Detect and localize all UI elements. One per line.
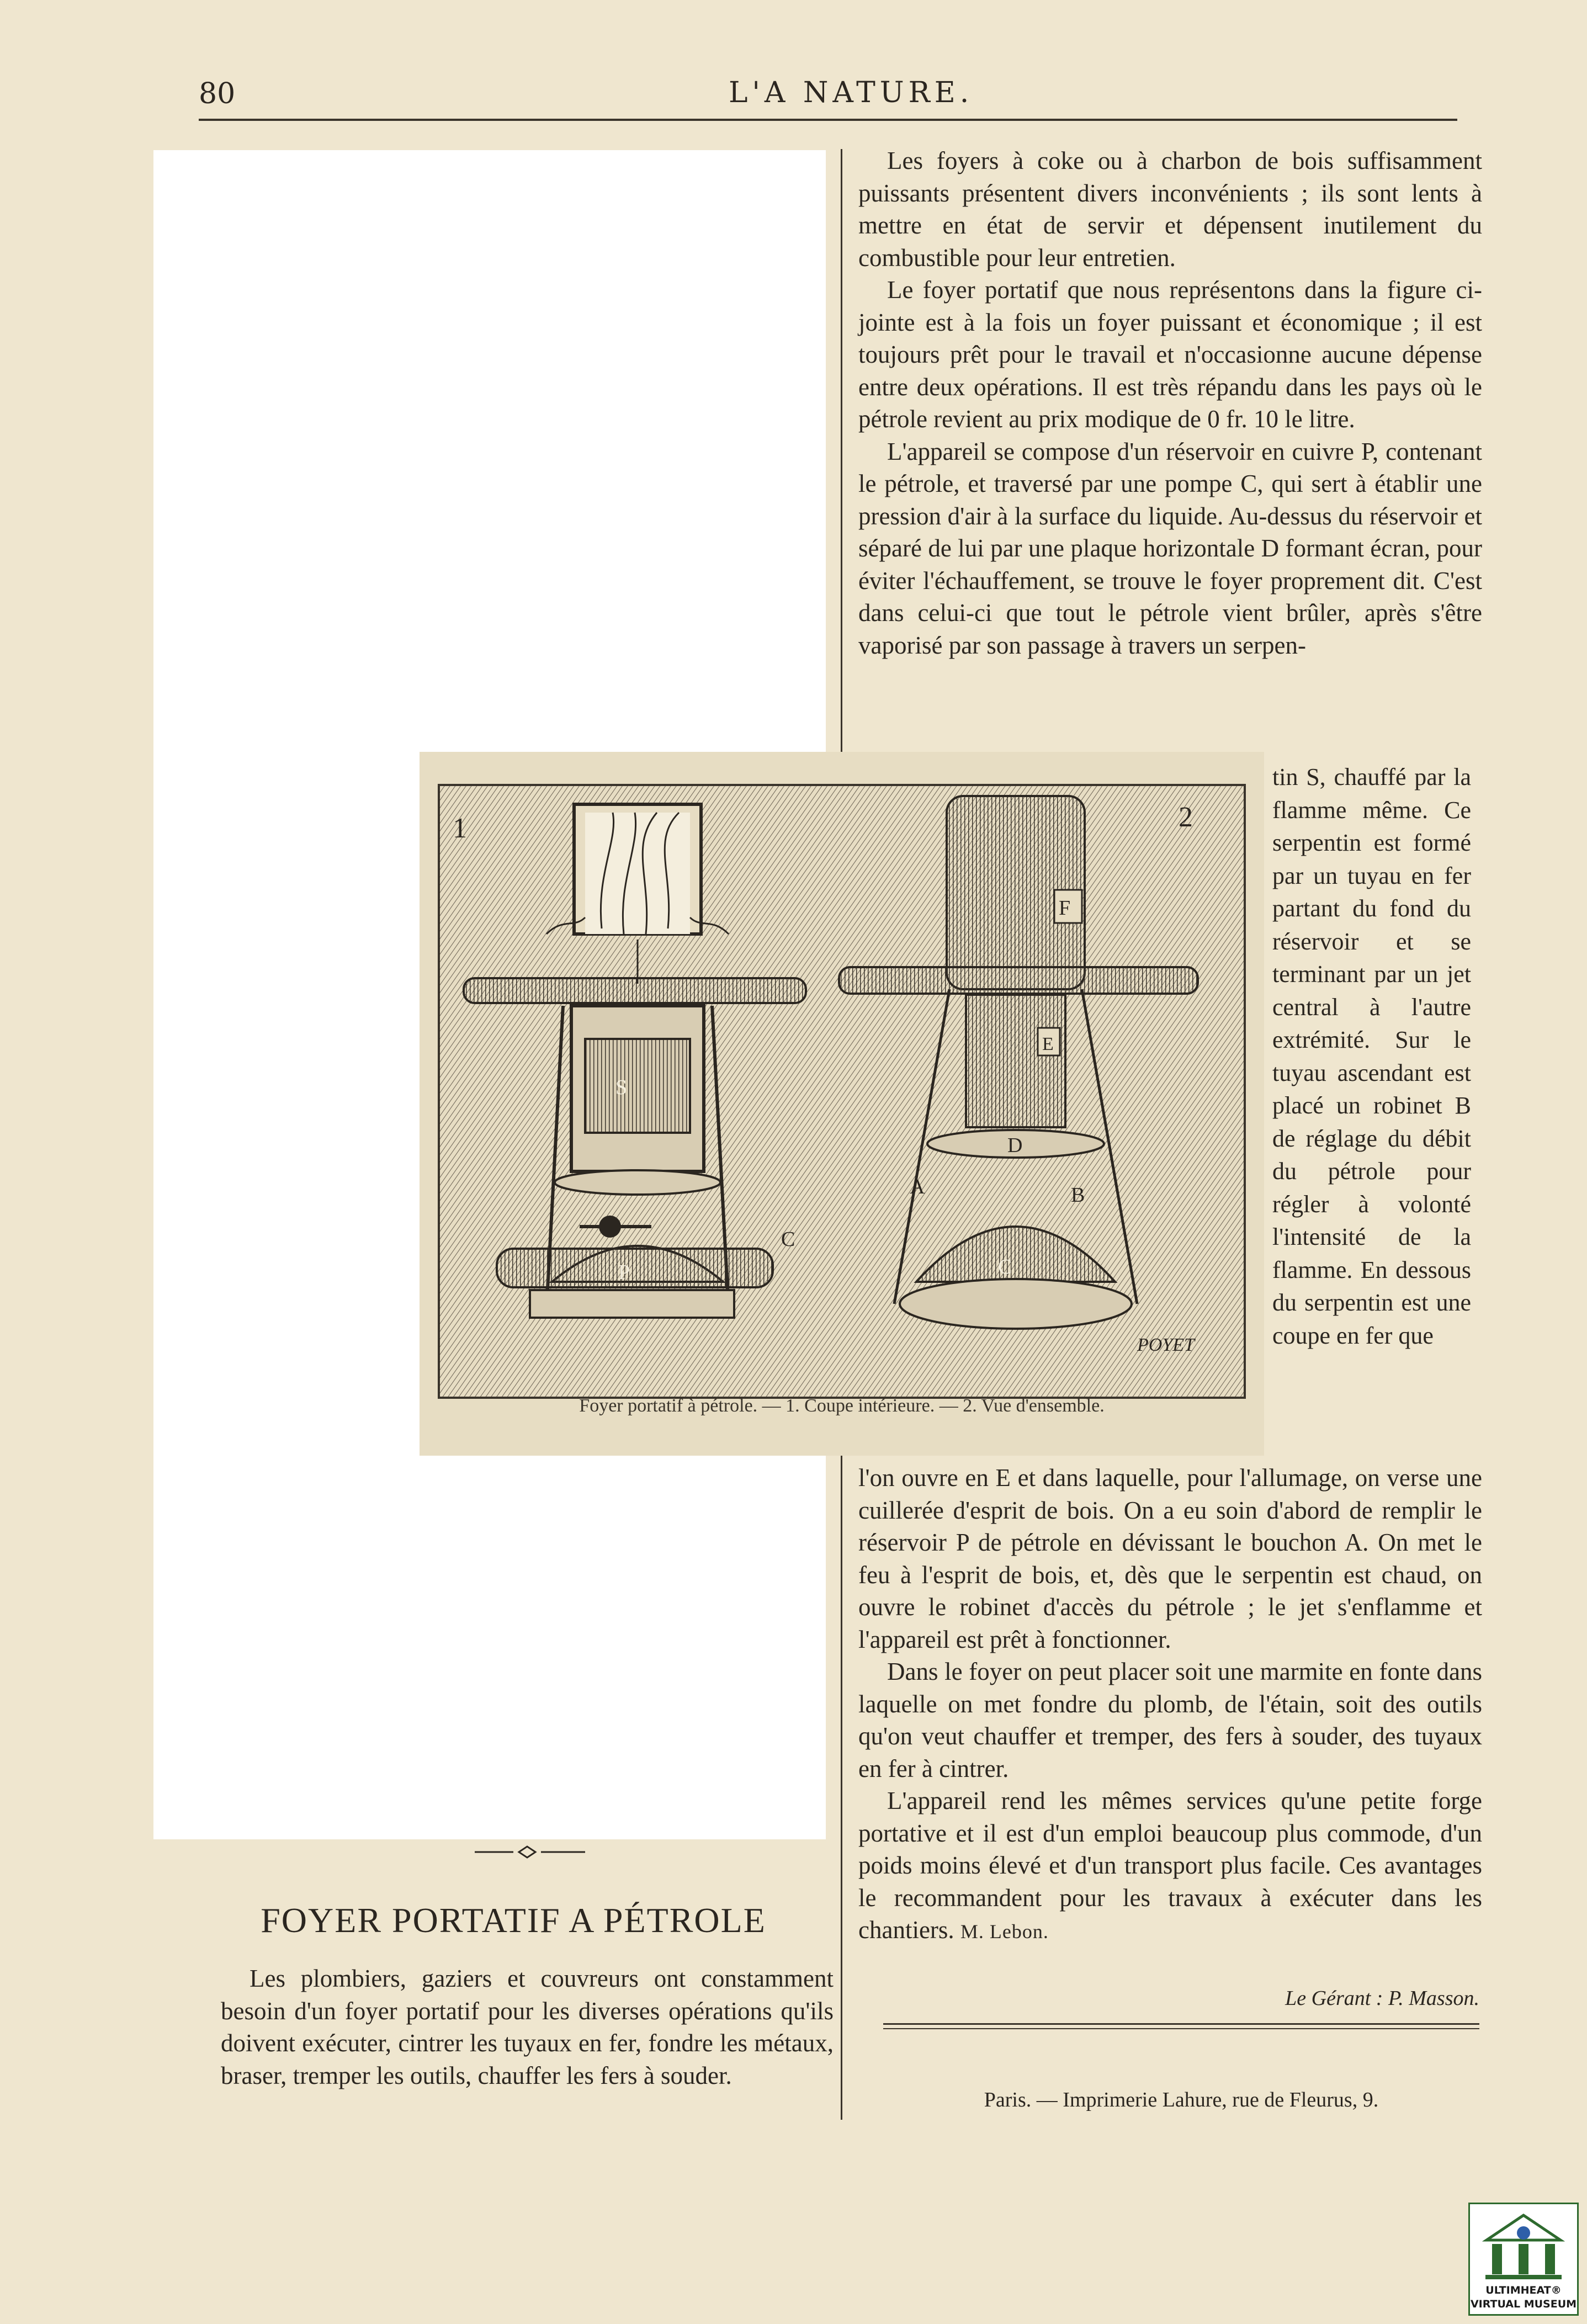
stamp-line-2: VIRTUAL MUSEUM xyxy=(1470,2298,1577,2310)
ornament-divider xyxy=(475,1841,585,1863)
running-title: L'A NATURE. xyxy=(729,76,974,109)
paragraph-3-narrow: tin S, chauffé par la flamme même. Ce serpentin est formé par un tuyau en fer partant du fond du réservoir et se terminant par un jet central à l'autre extrémité. Sur le tuyau ascendant est placé un robinet B de réglage du débit du pétrole pour régler à volonté l'intensité de la flamme. En dessous du serpentin est une coupe en fer que xyxy=(1272,763,1471,1349)
paragraph-3: L'appareil se compose d'un réservoir en cuivre P, contenant le pétrole, et traversé par une pompe C, qui sert à établir une pression d'air à la surface du liquide. Au-dessus du réservoir et séparé de lui par une plaque horizontale D formant écran, pour éviter l'échauffement, se trouve le foyer proprement dit. C'est dans celui-ci que tout le pétrole vient brûler, après s'être vaporisé par son passage à travers un serpen- xyxy=(858,437,1482,659)
panel-1-number: 1 xyxy=(453,813,467,844)
intro-paragraph: Les plombiers, gaziers et couvreurs ont constamment besoin d'un foyer portatif pour les diverses opérations qu'ils doivent exécuter, cintrer les tuyaux en fer, fondre les métaux, braser, tremper les outils, chauffer les fers à souder. xyxy=(221,1965,834,2089)
paragraph-5-text: L'appareil rend les mêmes services qu'une petite forge portative et il est d'un emploi beaucoup plus commode, d'un poids moins élevé et d'un transport plus facile. Ces avantages le recommandent pour les travaux à exécuter dans les chantiers. xyxy=(858,1787,1482,1944)
label-F: F xyxy=(1059,896,1071,920)
label-D: D xyxy=(1007,1134,1023,1157)
right-column-top xyxy=(858,145,1482,661)
footer-rule-thin xyxy=(883,2028,1479,2029)
printer-imprint: Paris. — Imprimerie Lahure, rue de Fleurus, 9. xyxy=(984,2088,1379,2111)
paragraph-5 xyxy=(858,1785,1482,1948)
figure-engraving xyxy=(420,752,1264,1456)
label-A: A xyxy=(910,1175,925,1198)
label-C-section: C xyxy=(781,1228,795,1251)
museum-stamp xyxy=(1468,2203,1579,2316)
header-rule xyxy=(199,119,1457,121)
temple-logo-icon xyxy=(1470,2204,1577,2281)
label-E: E xyxy=(1042,1034,1054,1054)
stamp-line-1: ULTIMHEAT® xyxy=(1485,2284,1562,2296)
engraving-illustration xyxy=(420,752,1264,1456)
paragraph-3-end: l'on ouvre en E et dans laquelle, pour l'allumage, on verse une cuillerée d'esprit de bois. On a eu soin d'abord de remplir le réservoir P de pétrole en dévissant le bouchon A. On met le feu à l'esprit de bois, et, dès que le serpentin est chaud, on ouvre le robinet d'accès du pétrole ; le jet s'enflamme et l'appareil est prêt à fonctionner. xyxy=(858,1464,1482,1653)
paragraph-4: Dans le foyer on peut placer soit une marmite en fonte dans laquelle on met fondre du plomb, de l'étain, soit des outils qu'on veut chauffer et tremper, des fers à souder, des tuyaux en fer à cintrer. xyxy=(858,1658,1482,1782)
author-signature: M. Lebon. xyxy=(960,1920,1049,1943)
label-C-view: C xyxy=(998,1255,1012,1278)
page-number: 80 xyxy=(199,77,236,110)
label-S: S xyxy=(615,1076,628,1099)
article-title: FOYER PORTATIF A PÉTROLE xyxy=(261,1901,766,1940)
footer-rule xyxy=(883,2023,1479,2025)
paragraph-2: Le foyer portatif que nous représentons dans la figure ci-jointe est à la fois un foyer puissant et économique ; il est toujours prêt pour le travail et n'occasionne aucune dépense entre deux opérations. Il est très répandu dans les pays où le pétrole revient au prix modique de 0 fr. 10 le litre. xyxy=(858,276,1482,433)
panel-2-number: 2 xyxy=(1179,802,1193,833)
gerant-line: Le Gérant : P. Masson. xyxy=(1285,1987,1479,2010)
engraver-signature: POYET xyxy=(1137,1335,1195,1355)
figure-caption: Foyer portatif à pétrole. — 1. Coupe intérieure. — 2. Vue d'ensemble. xyxy=(579,1396,1105,1416)
right-column-bottom xyxy=(858,1462,1482,1948)
paragraph-1: Les foyers à coke ou à charbon de bois suffisamment puissants présentent divers inconvénients ; ils sont lents à mettre en état de servir et dépensent inutilement du combustible pour leur entretien. xyxy=(858,147,1482,272)
label-B: B xyxy=(1071,1184,1085,1207)
label-P: P xyxy=(618,1261,630,1284)
